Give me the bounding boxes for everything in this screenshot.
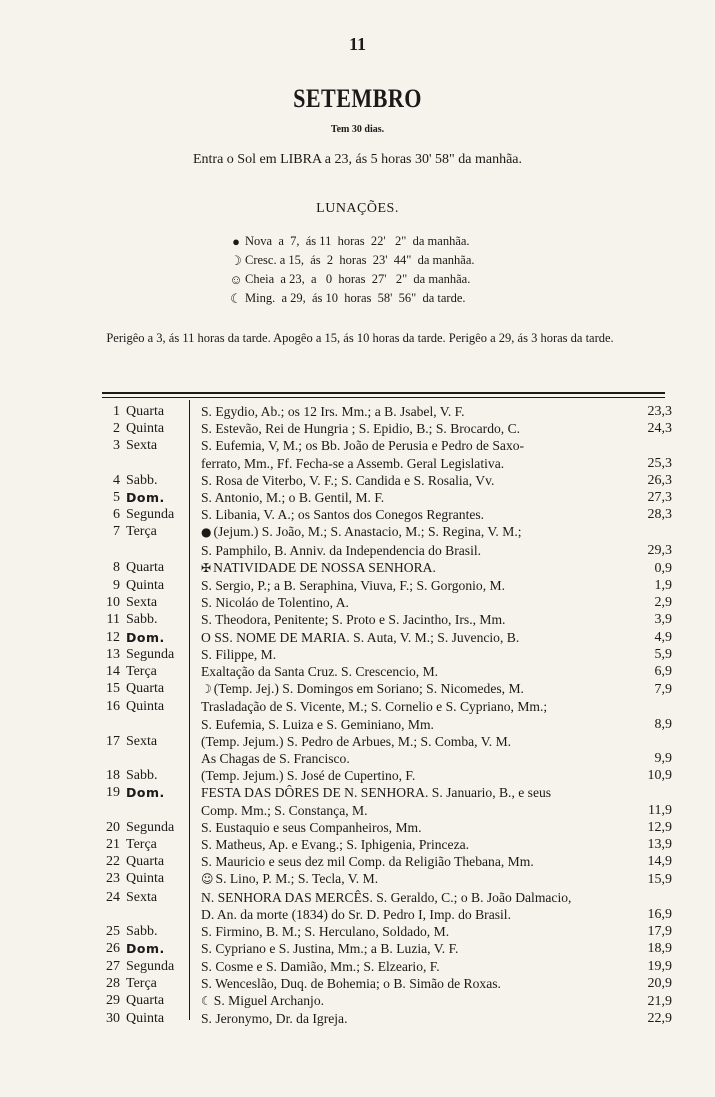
calendar-row <box>100 767 672 784</box>
saints-entry: S. Cypriano e S. Justina, Mm.; a B. Luzia, V. F. <box>201 941 459 957</box>
moon-age-value: 21,9 <box>647 993 672 1009</box>
calendar-row <box>100 680 672 698</box>
moon-age-value: 29,3 <box>647 542 672 558</box>
weekday: Terça <box>126 837 157 853</box>
weekday: Terça <box>126 664 157 680</box>
calendar-row <box>100 663 672 680</box>
weekday: Terça <box>126 524 157 540</box>
saints-entry: S. Wenceslão, Duq. de Bohemia; o B. Simão de Roxas. <box>201 975 501 991</box>
moon-symbol-icon: ● <box>201 525 212 540</box>
moon-age-value: 8,9 <box>654 716 672 732</box>
weekday: Sabb. <box>126 612 158 628</box>
moon-age-value: 13,9 <box>647 837 672 853</box>
weekday: Dom. <box>126 490 165 506</box>
saints-entry: (Temp. Jejum.) S. José de Cupertino, F. <box>201 768 416 784</box>
day-number: 8 <box>113 559 120 575</box>
top-rule <box>102 392 665 394</box>
day-number: 19 <box>106 785 120 801</box>
moon-age-value: 17,9 <box>647 924 672 940</box>
calendar-row <box>100 923 672 940</box>
moon-age-value: 18,9 <box>647 941 672 957</box>
moon-age-value: 4,9 <box>654 629 672 645</box>
weekday: Dom. <box>126 941 165 957</box>
day-number: 16 <box>106 699 120 715</box>
moon-age-value: 5,9 <box>654 646 672 662</box>
day-number: 20 <box>106 819 120 835</box>
calendar-table <box>100 403 672 1027</box>
moon-age-value: 2,9 <box>654 595 672 611</box>
day-number: 5 <box>113 490 120 506</box>
saints-entry: S. Jeronymo, Dr. da Igreja. <box>201 1011 348 1027</box>
saints-entry: ☾ S. Miguel Archanjo. <box>201 992 325 1008</box>
weekday: Sexta <box>126 733 158 749</box>
day-number: 1 <box>113 404 120 419</box>
moon-age-value: 27,3 <box>647 490 672 506</box>
calendar-row <box>100 559 672 577</box>
calendar-row <box>100 629 672 646</box>
moon-symbol-icon: ✠ <box>201 560 212 575</box>
calendar-row <box>100 420 672 437</box>
phase-text: Ming. a 29, ás 10 horas 58' 56" da tarde. <box>245 291 466 305</box>
saints-entry: N. SENHORA DAS MERCÊS. S. Geraldo, C.; o B. João Dalmacio, D. An. da morte (1834) do Sr. D. Pedro I, Imp. do Brasil. <box>201 889 572 922</box>
weekday: Quarta <box>126 404 165 419</box>
weekday: Quarta <box>126 681 165 697</box>
moon-age-value: 14,9 <box>647 854 672 870</box>
moon-phases <box>227 232 475 308</box>
weekday: Quinta <box>126 578 165 594</box>
moon-age-value: 15,9 <box>647 872 672 888</box>
day-number: 13 <box>106 646 120 662</box>
weekday: Quarta <box>126 559 165 575</box>
calendar-row <box>100 853 672 870</box>
moon-age-value: 0,9 <box>654 560 672 576</box>
calendar-row <box>100 992 672 1010</box>
saints-entry: S. Theodora, Penitente; S. Proto e S. Jacintho, Irs., Mm. <box>201 612 506 628</box>
lunacoes-heading: LUNAÇÕES. <box>316 201 399 216</box>
weekday: Segunda <box>126 958 175 974</box>
day-number: 21 <box>106 837 120 853</box>
day-number: 22 <box>106 854 120 870</box>
calendar-row <box>100 889 672 923</box>
phase-row <box>227 232 475 251</box>
weekday: Dom. <box>126 785 165 801</box>
moon-age-value: 9,9 <box>654 751 672 767</box>
day-number: 28 <box>106 975 120 991</box>
calendar-row <box>100 819 672 836</box>
moon-symbol-icon: ☾ <box>201 993 212 1008</box>
calendar-row <box>100 489 672 506</box>
day-number: 29 <box>106 992 120 1008</box>
calendar-row <box>100 870 672 888</box>
weekday: Dom. <box>126 629 165 645</box>
day-number: 9 <box>113 578 120 594</box>
saints-entry: S. Egydio, Ab.; os 12 Irs. Mm.; a B. Jsabel, V. F. <box>201 404 465 419</box>
weekday: Sabb. <box>126 924 158 940</box>
day-number: 7 <box>113 524 120 540</box>
saints-entry: S. Nicoláo de Tolentino, A. <box>201 595 349 611</box>
phase-text: Nova a 7, ás 11 horas 22' 2" da manhãa. <box>245 234 470 248</box>
calendar-row <box>100 784 672 818</box>
day-number: 4 <box>113 472 120 488</box>
saints-entry: S. Matheus, Ap. e Evang.; S. Iphigenia, Princeza. <box>201 837 470 853</box>
day-number: 3 <box>113 438 120 454</box>
month-title: SETEMBRO <box>293 84 422 113</box>
saints-entry: (Temp. Jejum.) S. Pedro de Arbues, M.; S. Comba, V. M. As Chagas de S. Francisco. <box>201 733 512 767</box>
days-count: Tem 30 dias. <box>330 124 385 135</box>
first-quarter-icon: ☽ <box>230 253 242 268</box>
calendar-row <box>100 1010 672 1027</box>
day-number: 17 <box>106 733 120 749</box>
weekday: Sexta <box>126 889 158 905</box>
weekday: Quarta <box>126 854 165 870</box>
weekday: Quinta <box>126 871 165 887</box>
weekday: Sabb. <box>126 472 158 488</box>
saints-entry: S. Eustaquio e seus Companheiros, Mm. <box>201 819 422 835</box>
calendar-row <box>100 403 672 420</box>
calendar-row <box>100 506 672 523</box>
day-number: 25 <box>106 924 120 940</box>
weekday: Quarta <box>126 992 165 1008</box>
top-rule-thin <box>102 397 665 398</box>
moon-age-value: 1,9 <box>654 578 672 594</box>
weekday: Sexta <box>126 438 158 454</box>
weekday: Segunda <box>126 646 175 662</box>
calendar-row <box>100 940 672 957</box>
moon-age-value: 20,9 <box>647 975 672 991</box>
day-number: 27 <box>106 958 120 974</box>
moon-age-value: 26,3 <box>647 472 672 488</box>
sun-entry-line: Entra o Sol em LIBRA a 23, ás 5 horas 30' 58" da manhãa. <box>192 152 522 167</box>
moon-age-value: 19,9 <box>647 958 672 974</box>
saints-entry: ✠ NATIVIDADE DE NOSSA SENHORA. <box>201 559 436 575</box>
moon-age-value: 6,9 <box>654 664 672 680</box>
day-number: 23 <box>106 871 120 887</box>
saints-entry: Exaltação da Santa Cruz. S. Crescencio, M. <box>201 664 439 680</box>
saints-entry: S. Filippe, M. <box>201 646 277 662</box>
moon-age-value: 22,9 <box>647 1011 672 1027</box>
phase-text: Cresc. a 15, ás 2 horas 23' 44" da manhãa. <box>245 253 475 267</box>
calendar-row <box>100 523 672 558</box>
calendar-row <box>100 733 672 767</box>
day-number: 10 <box>106 595 120 611</box>
phase-row <box>227 270 475 289</box>
day-number: 14 <box>106 664 120 680</box>
phase-row <box>227 251 475 270</box>
last-quarter-icon: ☾ <box>230 291 242 306</box>
moon-age-value: 11,9 <box>648 802 672 818</box>
day-number: 24 <box>106 889 120 905</box>
saints-entry: S. Estevão, Rei de Hungria ; S. Epidio, B.; S. Brocardo, C. <box>201 421 521 437</box>
new-moon-icon: ● <box>232 234 240 249</box>
day-number: 15 <box>106 681 120 697</box>
moon-symbol-icon: ☽ <box>201 682 212 697</box>
calendar-row <box>100 577 672 594</box>
moon-age-value: 25,3 <box>647 455 672 471</box>
saints-entry: O SS. NOME DE MARIA. S. Auta, V. M.; S. Juvencio, B. <box>201 629 520 645</box>
moon-symbol-icon: ☺ <box>201 872 214 887</box>
perigee-note: Perigêo a 3, ás 11 horas da tarde. Apogêo a 15, ás 10 horas da tarde. Perigêo a 29, ás 3 horas da tarde. <box>106 331 614 345</box>
moon-age-value: 7,9 <box>654 682 672 698</box>
calendar-row <box>100 698 672 732</box>
saints-entry: S. Mauricio e seus dez mil Comp. da Religião Thebana, Mm. <box>201 854 534 870</box>
calendar-row <box>100 646 672 663</box>
moon-age-value: 24,3 <box>647 421 672 437</box>
day-number: 2 <box>113 421 120 437</box>
moon-age-value: 10,9 <box>647 768 672 784</box>
calendar-row <box>100 594 672 611</box>
moon-age-value: 3,9 <box>654 612 672 628</box>
calendar-row <box>100 437 672 471</box>
saints-entry: S. Firmino, B. M.; S. Herculano, Soldado, M. <box>201 924 450 940</box>
saints-entry: S. Sergio, P.; a B. Seraphina, Viuva, F.; S. Gorgonio, M. <box>201 578 505 594</box>
calendar-row <box>100 611 672 628</box>
weekday: Sabb. <box>126 768 158 784</box>
weekday: Quinta <box>126 421 165 437</box>
phase-text: Cheia a 23, a 0 horas 27' 2" da manhãa. <box>245 272 471 286</box>
saints-entry: S. Libania, V. A.; os Santos dos Conegos Regrantes. <box>201 507 485 523</box>
calendar-row <box>100 472 672 489</box>
weekday: Segunda <box>126 819 175 835</box>
moon-age-value: 16,9 <box>647 906 672 922</box>
full-moon-icon: ☺ <box>229 272 243 287</box>
moon-age-value: 12,9 <box>647 819 672 835</box>
weekday: Terça <box>126 975 157 991</box>
weekday: Quinta <box>126 1011 165 1027</box>
calendar-row <box>100 836 672 853</box>
saints-entry: ☺ S. Lino, P. M.; S. Tecla, V. M. <box>201 871 379 887</box>
saints-entry: S. Cosme e S. Damião, Mm.; S. Elzeario, F. <box>201 958 440 974</box>
saints-entry: S. Antonio, M.; o B. Gentil, M. F. <box>201 490 385 506</box>
weekday: Quinta <box>126 699 165 715</box>
moon-age-value: 28,3 <box>647 507 672 523</box>
day-number: 26 <box>106 941 120 957</box>
saints-entry: ● (Jejum.) S. João, M.; S. Anastacio, M.; S. Regina, V. M.; S. Pamphilo, B. Anniv. da Independencia do Brasil. <box>201 524 522 558</box>
calendar-row <box>100 958 672 975</box>
day-number: 18 <box>106 768 120 784</box>
day-number: 12 <box>106 629 120 645</box>
moon-age-value: 23,3 <box>647 404 672 419</box>
saints-entry: Trasladação de S. Vicente, M.; S. Cornelio e S. Cypriano, Mm.; S. Eufemia, S. Luiza e S. Geminiano, Mm. <box>201 699 548 732</box>
day-number: 30 <box>106 1011 120 1027</box>
phase-row <box>227 289 475 308</box>
day-number: 11 <box>106 612 120 628</box>
calendar-row <box>100 975 672 992</box>
weekday: Sexta <box>126 595 158 611</box>
saints-entry: S. Rosa de Viterbo, V. F.; S. Candida e S. Rosalia, Vv. <box>201 472 495 488</box>
saints-entry: FESTA DAS DÔRES DE N. SENHORA. S. Januario, B., e seus Comp. Mm.; S. Constança, M. <box>201 785 552 818</box>
saints-entry: ☽ (Temp. Jej.) S. Domingos em Soriano; S. Nicomedes, M. <box>201 681 524 697</box>
weekday: Segunda <box>126 507 175 523</box>
day-number: 6 <box>113 507 120 523</box>
page-number: 11 <box>348 34 366 54</box>
saints-entry: S. Eufemia, V, M.; os Bb. João de Perusia e Pedro de Saxo- ferrato, Mm., Ff. Fecha-se a Assemb. Geral Legislativa. <box>201 438 525 471</box>
